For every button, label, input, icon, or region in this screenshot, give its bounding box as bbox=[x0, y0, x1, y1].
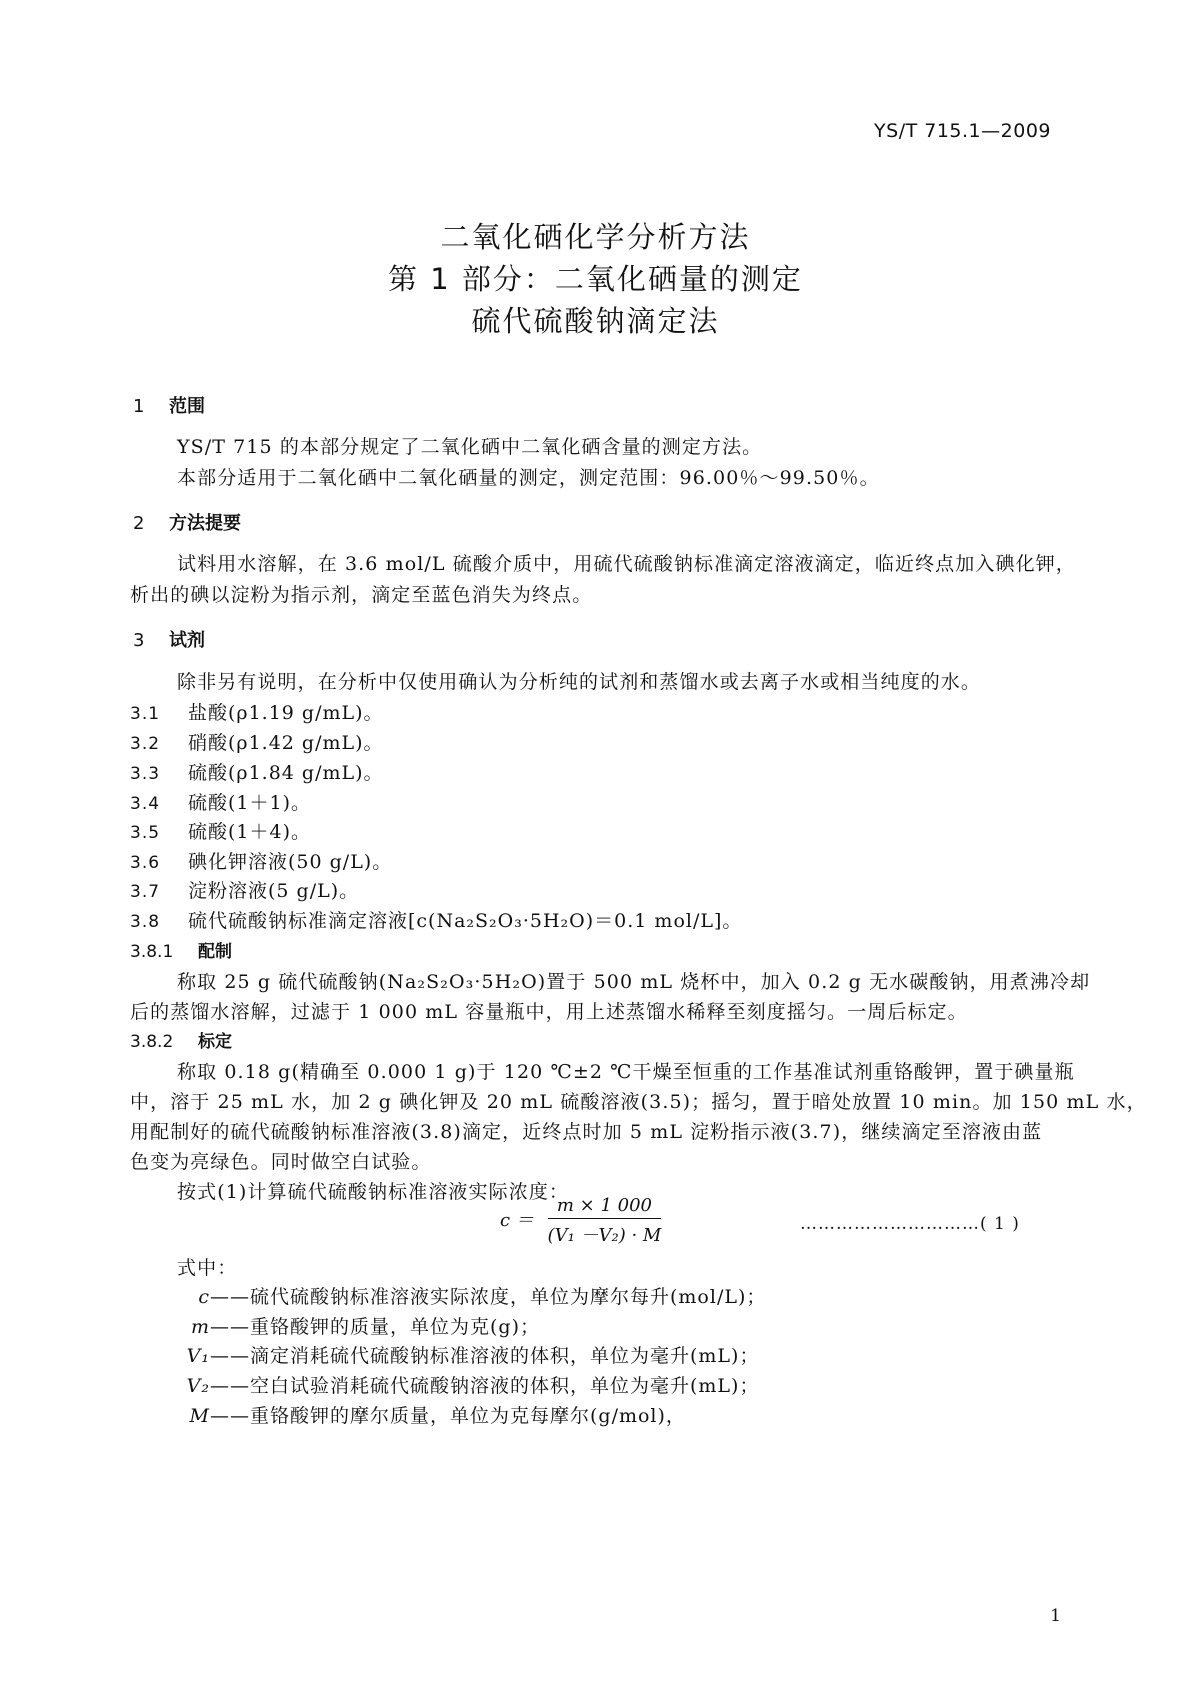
reagent-item bbox=[130, 698, 384, 725]
reagent-item bbox=[130, 876, 359, 903]
section-1-heading bbox=[133, 392, 205, 418]
reagent-number: 3.3 bbox=[130, 764, 161, 784]
reagent-text: 硫酸(ρ1.84 g/mL)。 bbox=[188, 762, 384, 784]
reagent-item bbox=[130, 788, 311, 815]
formula-fraction bbox=[548, 1195, 662, 1247]
subsection-3-8-2-line-1: 称取 0.18 g(精确至 0.000 1 g)于 120 ℃±2 ℃干燥至恒重的工作基准试剂重铬酸钾，置于碘量瓶 bbox=[177, 1061, 1075, 1083]
subsection-3-8-2-heading bbox=[130, 1027, 232, 1052]
definition-item bbox=[150, 1282, 766, 1309]
section-3-intro: 除非另有说明，在分析中仅使用确认为分析纯的试剂和蒸馏水或去离子水或相当纯度的水。 bbox=[177, 671, 982, 693]
reagent-number: 3.2 bbox=[130, 734, 161, 754]
definition-symbol: V₂ bbox=[186, 1375, 210, 1397]
definition-symbol: m bbox=[190, 1316, 210, 1338]
reagent-number: 3.1 bbox=[130, 704, 161, 724]
section-2-line-1: 试料用水溶解，在 3.6 mol/L 硫酸介质中，用硫代硫酸钠标准滴定溶液滴定，临近终点加入碘化钾， bbox=[177, 553, 1076, 575]
reagent-text: 硫酸(1＋1)。 bbox=[188, 792, 312, 814]
reagent-number: 3.7 bbox=[130, 882, 161, 902]
formula-numerator: m × 1 000 bbox=[548, 1195, 662, 1219]
definition-text: ——硫代硫酸钠标准溶液实际浓度，单位为摩尔每升(mol/L)； bbox=[210, 1286, 767, 1308]
definition-text: ——重铬酸钾的质量，单位为克(g)； bbox=[210, 1316, 540, 1338]
definition-item bbox=[150, 1312, 540, 1339]
title-line-3: 硫代硫酸钠滴定法 bbox=[471, 304, 720, 338]
subsection-3-8-2-line-5: 按式(1)计算硫代硫酸钠标准溶液实际浓度： bbox=[177, 1181, 570, 1203]
subsection-number: 3.8.1 bbox=[130, 942, 174, 962]
reagent-number: 3.8 bbox=[130, 912, 161, 932]
section-1-paragraph-2: 本部分适用于二氧化硒中二氧化硒量的测定，测定范围：96.00％～99.50％。 bbox=[177, 467, 880, 489]
reagent-text: 盐酸(ρ1.19 g/mL)。 bbox=[188, 702, 384, 724]
reagent-text: 硫酸(1＋4)。 bbox=[188, 821, 312, 843]
equation-number: …………………………( 1 ) bbox=[800, 1214, 1020, 1234]
section-1-paragraph-1: YS/T 715 的本部分规定了二氧化硒中二氧化硒含量的测定方法。 bbox=[177, 436, 763, 458]
formula-1 bbox=[500, 1195, 661, 1247]
definition-text: ——滴定消耗硫代硫酸钠标准溶液的体积，单位为毫升(mL)； bbox=[210, 1345, 760, 1367]
definition-text: ——重铬酸钾的摩尔质量，单位为克每摩尔(g/mol)， bbox=[210, 1405, 686, 1427]
reagent-item-3-8 bbox=[130, 906, 742, 933]
subsection-3-8-2-line-3: 用配制好的硫代硫酸钠标准溶液(3.8)滴定，近终点时加 5 mL 淀粉指示液(3.7)，继续滴定至溶液由蓝 bbox=[130, 1121, 1043, 1143]
reagent-number: 3.6 bbox=[130, 853, 161, 873]
section-1-number: 1 bbox=[133, 396, 145, 417]
standard-number: YS/T 715.1—2009 bbox=[874, 120, 1051, 142]
reagent-text: 淀粉溶液(5 g/L)。 bbox=[188, 880, 360, 902]
page-number: 1 bbox=[1050, 1606, 1061, 1626]
reagent-item bbox=[130, 728, 384, 755]
formula-lhs: c ＝ bbox=[500, 1210, 534, 1231]
section-2-title: 方法提要 bbox=[169, 513, 241, 534]
subsection-title: 配制 bbox=[198, 942, 232, 962]
reagent-item bbox=[130, 758, 384, 785]
reagent-number: 3.5 bbox=[130, 823, 161, 843]
reagent-text: 硫代硫酸钠标准滴定溶液[c(Na₂S₂O₃·5H₂O)＝0.1 mol/L]。 bbox=[188, 910, 743, 932]
title-line-1: 二氧化硒化学分析方法 bbox=[440, 220, 751, 254]
reagent-text: 碘化钾溶液(50 g/L)。 bbox=[188, 851, 393, 873]
definition-symbol: c bbox=[198, 1286, 210, 1308]
subsection-number: 3.8.2 bbox=[130, 1032, 174, 1052]
section-1-title: 范围 bbox=[169, 396, 205, 417]
subsection-title: 标定 bbox=[198, 1032, 232, 1052]
reagent-text: 硝酸(ρ1.42 g/mL)。 bbox=[188, 732, 384, 754]
definition-text: ——空白试验消耗硫代硫酸钠溶液的体积，单位为毫升(mL)； bbox=[210, 1375, 760, 1397]
definition-item bbox=[150, 1341, 759, 1368]
subsection-3-8-1-line-1: 称取 25 g 硫代硫酸钠(Na₂S₂O₃·5H₂O)置于 500 mL 烧杯中，加入 0.2 g 无水碳酸钠，用煮沸冷却 bbox=[177, 971, 1091, 993]
subsection-3-8-1-line-2: 后的蒸馏水溶解，过滤于 1 000 mL 容量瓶中，用上述蒸馏水稀释至刻度摇匀。一周后标定。 bbox=[130, 1001, 968, 1023]
formula-denominator: (V₁ －V₂) · M bbox=[547, 1225, 662, 1246]
section-3-title: 试剂 bbox=[169, 630, 205, 651]
subsection-3-8-2-line-4: 色变为亮绿色。同时做空白试验。 bbox=[130, 1151, 432, 1173]
section-2-heading bbox=[133, 509, 241, 535]
subsection-3-8-1-heading bbox=[130, 937, 232, 962]
section-3-number: 3 bbox=[133, 630, 145, 651]
definition-symbol: M bbox=[189, 1405, 210, 1427]
reagent-item bbox=[130, 817, 311, 844]
definition-item bbox=[150, 1371, 759, 1398]
definition-item bbox=[150, 1401, 686, 1428]
reagent-number: 3.4 bbox=[130, 794, 161, 814]
section-2-line-2: 析出的碘以淀粉为指示剂，滴定至蓝色消失为终点。 bbox=[130, 584, 593, 606]
definition-symbol: V₁ bbox=[186, 1345, 210, 1367]
title-line-2: 第 1 部分：二氧化硒量的测定 bbox=[388, 262, 803, 296]
section-3-heading bbox=[133, 626, 205, 652]
definitions-intro: 式中： bbox=[177, 1257, 238, 1279]
reagent-item bbox=[130, 847, 392, 874]
section-2-number: 2 bbox=[133, 513, 145, 534]
subsection-3-8-2-line-2: 中，溶于 25 mL 水，加 2 g 碘化钾及 20 mL 硫酸溶液(3.5)；摇匀，置于暗处放置 10 min。加 150 mL 水， bbox=[130, 1091, 1147, 1113]
